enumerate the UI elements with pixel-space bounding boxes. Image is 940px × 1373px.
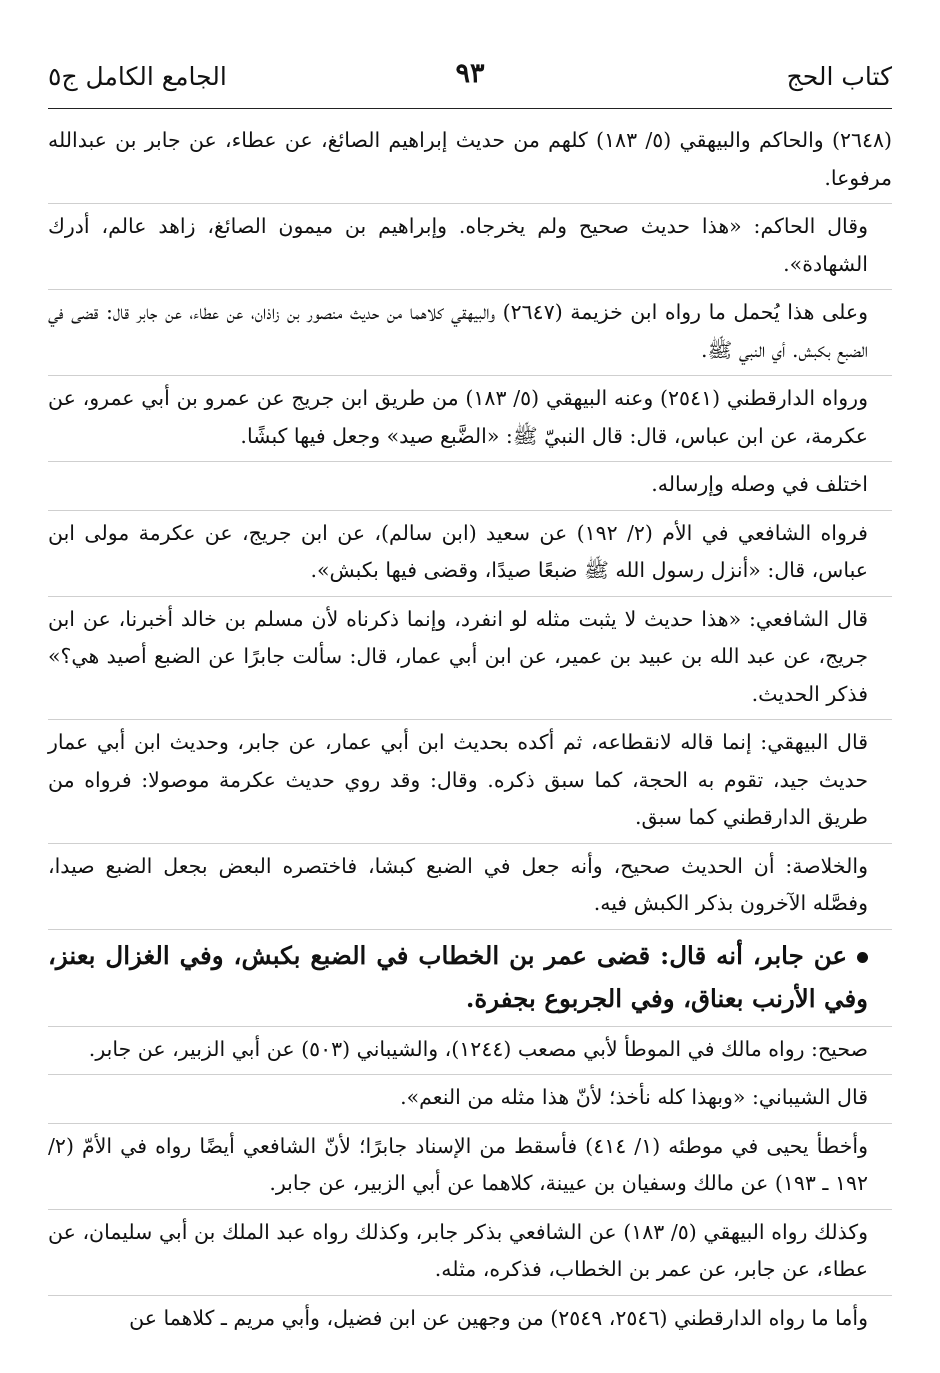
page-body	[48, 118, 892, 1343]
bullet-icon	[857, 952, 868, 963]
paragraph: فرواه الشافعي في الأم (٢/ ١٩٢) عن سعيد (ابن سالم)، عن ابن جريج، عن عكرمة مولى ابن عباس، قال: «أنزل رسول الله ﷺ ضبعًا صيدًا، وقضى فيها بكبش».	[48, 511, 892, 597]
paragraph: والخلاصة: أن الحديث صحيح، وأنه جعل في الضبع كبشا، فاختصره البعض بجعل الضبع صيدا، وفصَّله الآخرون بذكر الكبش فيه.	[48, 844, 892, 930]
book-title: الجامع الكامل ج٥	[48, 62, 227, 91]
paragraph: وأما ما رواه الدارقطني (٢٥٤٦، ٢٥٤٩) من وجهين عن ابن فضيل، وأبي مريم ـ كلاهما عن	[129, 1305, 868, 1330]
paragraph: قال الشافعي: «هذا حديث لا يثبت مثله لو انفرد، وإنما ذكرناه لأن مسلم بن خالد أخبرنا، عن ابن جريج، عن عبد الله بن عبيد بن عمير، عن ابن أبي عمار، قال: سألت جابرًا عن الضبع أصيد هي؟» فذكر الحديث.	[48, 597, 892, 721]
paragraph: قال الشيباني: «وبهذا كله نأخذ؛ لأنّ هذا مثله من النعم».	[48, 1075, 892, 1124]
paragraph: ورواه الدارقطني (٢٥٤١) وعنه البيهقي (٥/ ١٨٣) من طريق ابن جريج عن عمرو بن أبي عمرو، عن عكرمة، عن ابن عباس، قال: قال النبيّ ﷺ: «الضَّبع صيد» وجعل فيها كبشًا.	[48, 376, 892, 462]
paragraph: صحيح: رواه مالك في الموطأ لأبي مصعب (١٢٤٤)، والشيباني (٥٠٣) عن أبي الزبير، عن جابر.	[48, 1027, 892, 1076]
paragraph: (٢٦٤٨) والحاكم والبيهقي (٥/ ١٨٣) كلهم من حديث إبراهيم الصائغ، عن عطاء، عن جابر بن عبدالله مرفوعا.	[48, 118, 892, 204]
paragraph: وكذلك رواه البيهقي (٥/ ١٨٣) عن الشافعي بذكر جابر، وكذلك رواه عبد الملك بن أبي سليمان، عن عطاء، عن جابر، عن عمر بن الخطاب، فذكره، مثله.	[48, 1210, 892, 1296]
paragraph: وقال الحاكم: «هذا حديث صحيح ولم يخرجاه. وإبراهيم بن ميمون الصائغ، زاهد عالم، أدرك الشهادة».	[48, 204, 892, 290]
hadith-text: عن جابر، أنه قال: قضى عمر بن الخطاب في الضبع بكبش، وفي الغزال بعنز، وفي الأرنب بعناق، وفي الجربوع بجفرة.	[48, 940, 868, 1013]
header-divider	[48, 108, 892, 109]
page-number: ٩٣	[455, 58, 485, 89]
page-header	[48, 0, 892, 118]
chapter-title: كتاب الحج	[786, 62, 892, 91]
paragraph: وأخطأ يحيى في موطئه (١/ ٤١٤) فأسقط من الإسناد جابرًا؛ لأنّ الشافعي أيضًا رواه في الأمّ (٢/ ١٩٢ ـ ١٩٣) عن مالك وسفيان بن عيينة، كلاهما عن أبي الزبير، عن جابر.	[48, 1124, 892, 1210]
paragraph: اختلف في وصله وإرساله.	[48, 462, 892, 511]
hadith-paragraph	[48, 930, 892, 1027]
paragraph: قال البيهقي: إنما قاله لانقطاعه، ثم أكده بحديث ابن أبي عمار، عن جابر، وحديث ابن أبي عمار حديث جيد، تقوم به الحجة، كما سبق ذكره. وقال: وقد روي حديث عكرمة موصولا: فرواه من طريق الدارقطني كما سبق.	[48, 720, 892, 844]
paragraph: وعلى هذا يُحمل ما رواه ابن خزيمة (٢٦٤٧) والبيهقي كلاهما من حديث منصور بن زاذان، عن عطاء، عن جابر قال: قضى في الضبع بكبش. أي النبي ﷺ.	[48, 290, 892, 376]
